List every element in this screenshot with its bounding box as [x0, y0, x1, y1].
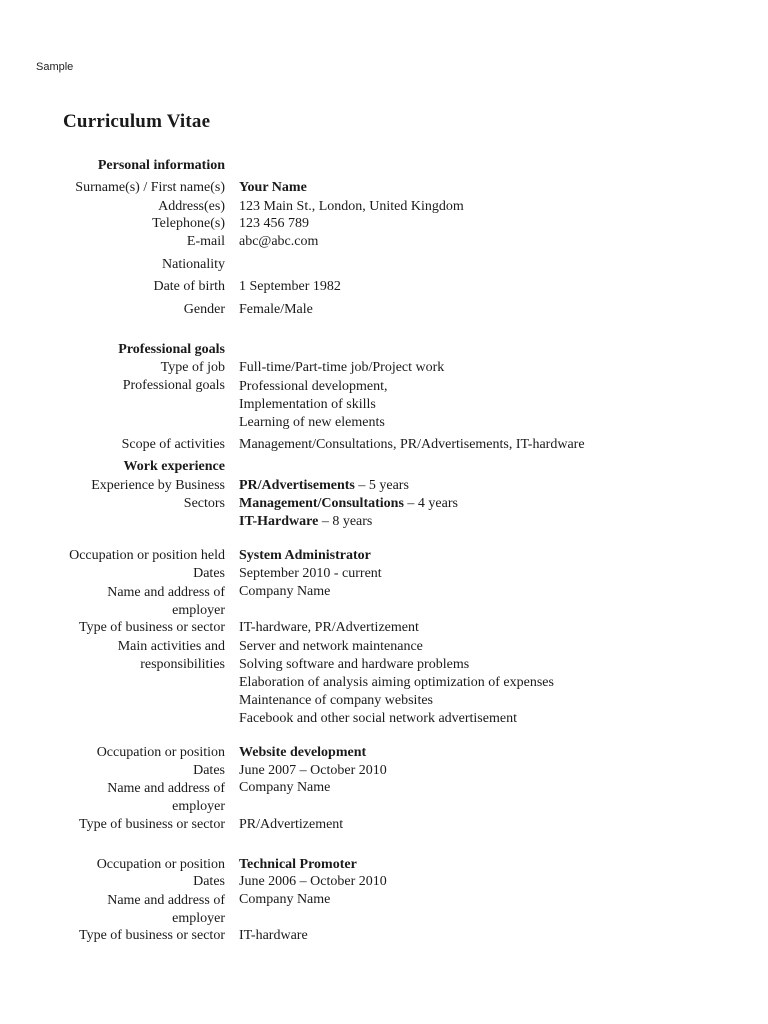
- goals-label: Professional goals: [122, 378, 225, 393]
- sector-label: Type of business or sector: [79, 928, 225, 943]
- dates-value: June 2007 – October 2010: [239, 763, 387, 778]
- sample-label: Sample: [36, 61, 74, 73]
- gender-label: Gender: [183, 302, 225, 317]
- gender-value: Female/Male: [239, 302, 313, 317]
- sector-name: PR/Advertisements: [239, 478, 355, 493]
- dob-label: Date of birth: [153, 279, 225, 294]
- scope-value: Management/Consultations, PR/Advertisements, IT-hardware: [239, 437, 585, 452]
- position-value: Technical Promoter: [239, 857, 357, 872]
- sector-duration: – 5 years: [354, 478, 409, 493]
- goal-item: Implementation of skills: [239, 397, 376, 412]
- sector-name: Management/Consultations: [239, 496, 404, 511]
- goals-list: [239, 378, 388, 432]
- section-heading-personal: Personal information: [97, 158, 225, 173]
- sector-item: [239, 495, 458, 513]
- employer-value: Company Name: [239, 780, 331, 795]
- employer-label: [107, 892, 225, 928]
- address-value: 123 Main St., London, United Kingdom: [239, 199, 464, 214]
- goal-item: Learning of new elements: [239, 415, 385, 430]
- employer-label-line: employer: [172, 911, 225, 926]
- position-value: System Administrator: [239, 548, 371, 563]
- activity-item: Elaboration of analysis aiming optimization of expenses: [239, 675, 554, 690]
- address-label: Address(es): [158, 199, 225, 214]
- cv-title: Curriculum Vitae: [63, 111, 211, 132]
- sectors-label-line: Sectors: [183, 496, 225, 511]
- position-value: Website development: [239, 745, 367, 760]
- employer-label: [107, 584, 225, 620]
- nationality-label: Nationality: [162, 257, 225, 272]
- employer-label-line: employer: [172, 799, 225, 814]
- sector-value: PR/Advertizement: [239, 817, 344, 832]
- section-heading-work: Work experience: [123, 459, 225, 474]
- sector-label: Type of business or sector: [79, 817, 225, 832]
- activities-label: [118, 638, 225, 674]
- position-label: Occupation or position: [96, 857, 225, 872]
- goal-item: Professional development,: [239, 379, 388, 394]
- section-heading-goals: Professional goals: [118, 342, 225, 357]
- job-type-value: Full-time/Part-time job/Project work: [239, 360, 445, 375]
- activities-label-line: Main activities and: [117, 639, 225, 654]
- dates-value: September 2010 - current: [239, 566, 382, 581]
- email-label: E-mail: [186, 234, 225, 249]
- name-value: Your Name: [239, 180, 307, 195]
- employer-value: Company Name: [239, 892, 331, 907]
- activity-item: Server and network maintenance: [239, 639, 423, 654]
- sector-value: IT-hardware, PR/Advertizement: [239, 620, 419, 635]
- employer-value: Company Name: [239, 584, 331, 599]
- sector-value: IT-hardware: [239, 928, 308, 943]
- employer-label-line: Name and address of: [107, 585, 225, 600]
- activity-item: Solving software and hardware problems: [239, 657, 470, 672]
- activity-item: Facebook and other social network advertisement: [239, 711, 517, 726]
- job-type-label: Type of job: [160, 360, 225, 375]
- employer-label-line: Name and address of: [107, 781, 225, 796]
- name-label: Surname(s) / First name(s): [75, 180, 225, 195]
- dates-label: Dates: [193, 566, 225, 581]
- position-label: Occupation or position held: [69, 548, 225, 563]
- sector-duration: – 8 years: [318, 514, 373, 529]
- sector-name: IT-Hardware: [239, 514, 319, 529]
- sectors-list: [239, 477, 458, 531]
- email-value: abc@abc.com: [239, 234, 319, 249]
- sector-item: [239, 513, 458, 531]
- scope-label: Scope of activities: [121, 437, 225, 452]
- activity-item: Maintenance of company websites: [239, 693, 433, 708]
- dates-label: Dates: [193, 763, 225, 778]
- sectors-label: [91, 477, 225, 513]
- sector-label: Type of business or sector: [79, 620, 225, 635]
- dates-value: June 2006 – October 2010: [239, 874, 387, 889]
- dob-value: 1 September 1982: [239, 279, 341, 294]
- position-label: Occupation or position: [96, 745, 225, 760]
- dates-label: Dates: [193, 874, 225, 889]
- sector-duration: – 4 years: [403, 496, 458, 511]
- telephone-label: Telephone(s): [152, 216, 225, 231]
- telephone-value: 123 456 789: [239, 216, 309, 231]
- sectors-label-line: Experience by Business: [91, 478, 225, 493]
- sector-item: [239, 477, 458, 495]
- employer-label-line: employer: [172, 603, 225, 618]
- employer-label: [107, 780, 225, 816]
- activities-list: [239, 638, 554, 728]
- activities-label-line: responsibilities: [140, 657, 225, 672]
- employer-label-line: Name and address of: [107, 893, 225, 908]
